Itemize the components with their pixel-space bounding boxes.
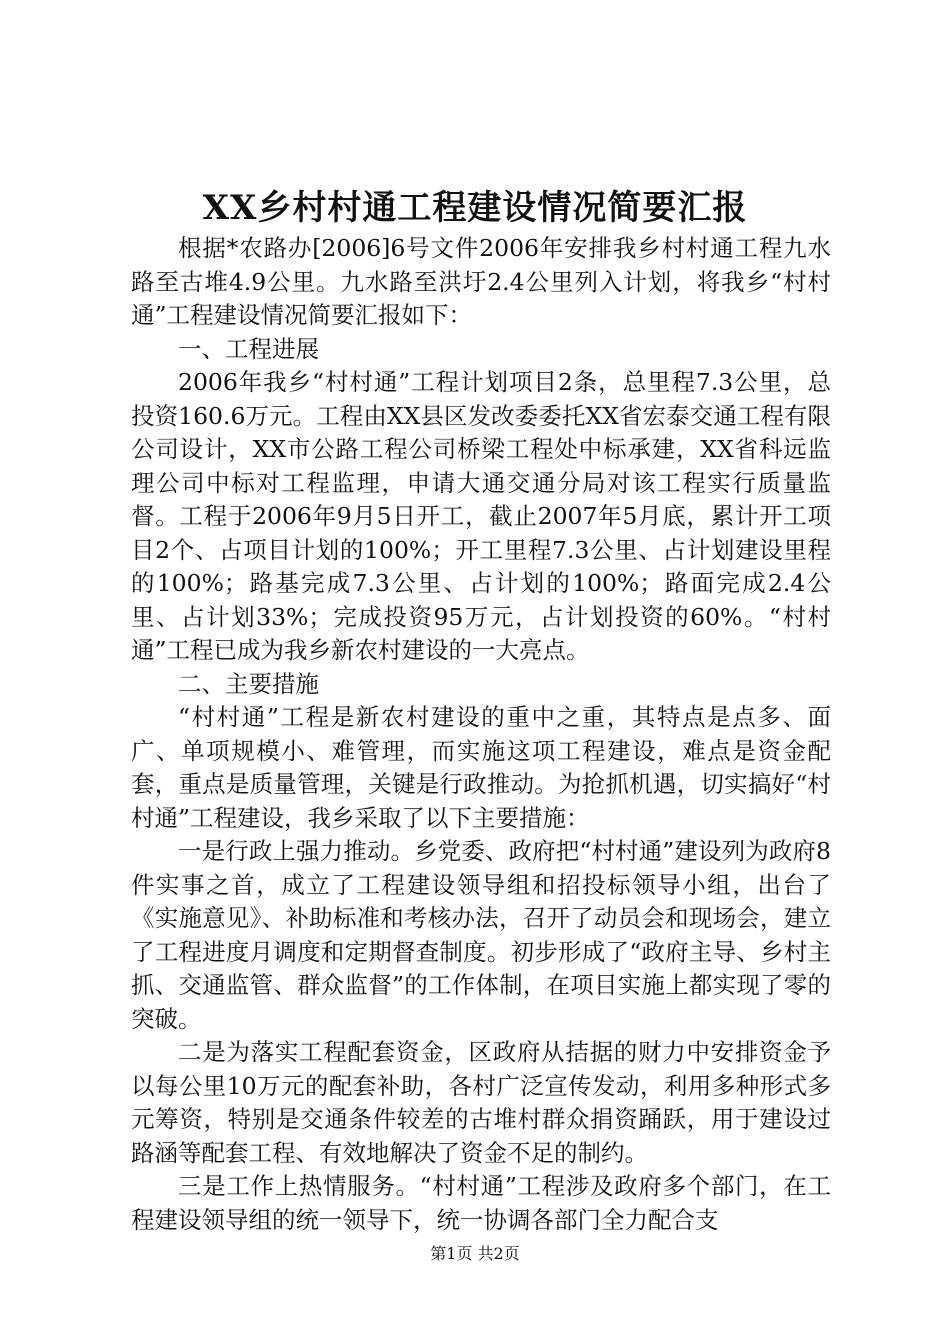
paragraph-intro: 根据*农路办[2006]6号文件2006年安排我乡村村通工程九水路至古堆4.9公里。九水路至洪圩2.4公里列入计划，将我乡“村村通”工程建设情况简要汇报如下：: [131, 234, 831, 329]
section-heading-measures: 二、主要措施: [178, 669, 319, 698]
paragraph-measure-1: 一是行政上强力推动。乡党委、政府把“村村通”建设列为政府8件实事之首，成立了工程建设领导组和招投标领导小组，出台了《实施意见》、补助标准和考核办法，召开了动员会和现场会，建立了工程进度月调度和定期督查制度。初步形成了“政府主导、乡村主抓、交通监管、群众监督”的工作体制，在项目实施上都实现了零的突破。: [131, 837, 831, 1033]
paragraph-progress: 2006年我乡“村村通”工程计划项目2条，总里程7.3公里，总投资160.6万元。工程由XX县区发改委委托XX省宏泰交通工程有限公司设计，XX市公路工程公司桥梁工程处中标承建，XX省科远监理公司中标对工程监理，申请大通交通分局对该工程实行质量监督。工程于2006年9月5日开工，截止2007年5月底，累计开工项目2个、占项目计划的100%；开工里程7.3公里、占计划建设里程的100%；路基完成7.3公里、占计划的100%；路面完成2.4公里、占计划33%；完成投资95万元，占计划投资的60%。“村村通”工程已成为我乡新农村建设的一大亮点。: [131, 368, 831, 664]
page-number: 第1页 共2页: [430, 1244, 520, 1263]
section-heading-progress: 一、工程进展: [178, 334, 319, 363]
paragraph-measures-intro: “村村通”工程是新农村建设的重中之重，其特点是点多、面广、单项规模小、难管理，而实施这项工程建设，难点是资金配套，重点是质量管理，关键是行政推动。为抢抓机遇，切实搞好“村村通”工程建设，我乡采取了以下主要措施：: [131, 703, 831, 832]
document-body: [131, 232, 831, 1237]
paragraph-measure-2: 二是为落实工程配套资金，区政府从拮据的财力中安排资金予以每公里10万元的配套补助，各村广泛宣传发动，利用多种形式多元筹资，特别是交通条件较差的古堆村群众捐资踊跃，用于建设过路涵等配套工程、有效地解决了资金不足的制约。: [131, 1038, 831, 1167]
paragraph-measure-3: 三是工作上热情服务。“村村通”工程涉及政府多个部门，在工程建设领导组的统一领导下，统一协调各部门全力配合支: [131, 1172, 831, 1234]
document-title: XX乡村村通工程建设情况简要汇报: [202, 188, 748, 228]
